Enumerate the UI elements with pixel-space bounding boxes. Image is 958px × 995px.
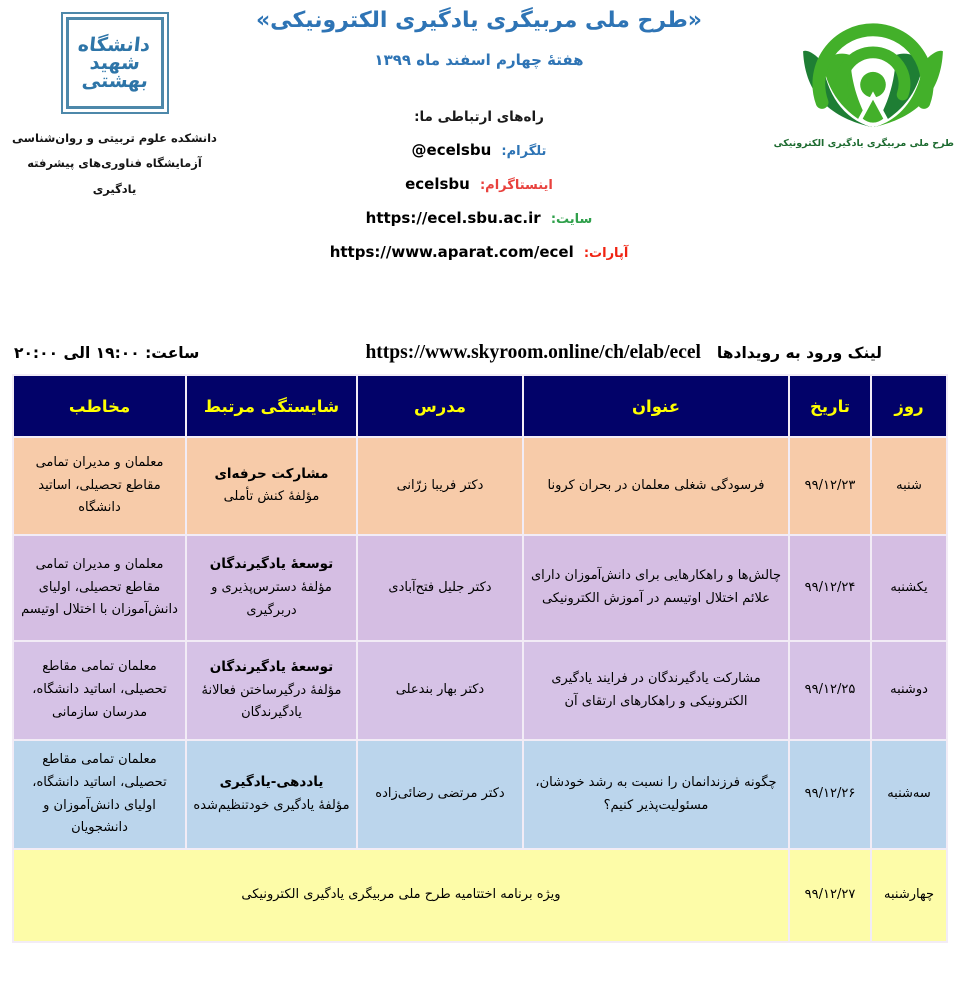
contact-item-aparat (215, 242, 743, 264)
website-label: سایت: (550, 212, 593, 227)
day-cell: چهارشنبه (871, 849, 947, 942)
day-cell: شنبه (871, 437, 947, 535)
header-section (0, 0, 958, 336)
competency-name: یاددهی-یادگیری (219, 774, 324, 791)
university-logo-calligraphy (66, 17, 164, 109)
contact-section (215, 109, 743, 264)
events-link-row (14, 342, 944, 364)
university-logo (61, 12, 169, 114)
day-cell: دوشنبه (871, 641, 947, 740)
lab-name: آزمایشگاه فناوری‌های پیشرفته یادگیری (27, 156, 202, 196)
date-cell: ۹۹/۱۲/۲۶ (789, 740, 871, 849)
website-url[interactable]: https://ecel.sbu.ac.ir (365, 209, 541, 227)
telegram-handle[interactable]: @ecelsbu (411, 141, 492, 159)
telegram-label: تلگرام: (501, 144, 547, 159)
contact-item-instagram (215, 174, 743, 196)
events-link-url[interactable]: https://www.skyroom.online/ch/elab/ecel (365, 342, 701, 363)
col-header-day: روز (871, 375, 947, 437)
table-row (13, 740, 947, 849)
logo-word-1: دانشگاه (77, 33, 152, 56)
competency-cell (186, 740, 357, 849)
instructor-cell: دکتر بهار بندعلی (357, 641, 523, 740)
date-cell: ۹۹/۱۲/۲۵ (789, 641, 871, 740)
date-cell: ۹۹/۱۲/۲۳ (789, 437, 871, 535)
competency-cell (186, 641, 357, 740)
contact-item-website (215, 208, 743, 230)
title-cell: فرسودگی شغلی معلمان در بحران کرونا (523, 437, 789, 535)
aparat-url[interactable]: https://www.aparat.com/ecel (329, 243, 574, 261)
table-header-row (13, 375, 947, 437)
competency-component: مؤلفهٔ درگیرساختن فعالانهٔ یادگیرندگان (201, 682, 342, 721)
instructor-cell: دکتر جلیل فتح‌آبادی (357, 535, 523, 641)
day-cell: سه‌شنبه (871, 740, 947, 849)
title-cell: چالش‌ها و راهکارهایی برای دانش‌آموزان دارای علائم اختلال اوتیسم در آموزش الکترونیکی (523, 535, 789, 641)
table-row (13, 437, 947, 535)
col-header-audience: مخاطب (13, 375, 186, 437)
session-time: ساعت: ۱۹:۰۰ الی ۲۰:۰۰ (14, 344, 200, 362)
day-cell: یکشنبه (871, 535, 947, 641)
program-logo-icon (797, 2, 949, 132)
col-header-competency: شایستگی مرتبط (186, 375, 357, 437)
contact-item-telegram (215, 140, 743, 162)
competency-component: مؤلفهٔ کنش تأملی (223, 489, 320, 505)
faculty-name: دانشکده علوم تربیتی و روان‌شناسی (12, 131, 217, 145)
instagram-handle[interactable]: ecelsbu (405, 175, 470, 193)
date-cell: ۹۹/۱۲/۲۷ (789, 849, 871, 942)
schedule-table (12, 374, 948, 943)
university-block (12, 8, 217, 202)
table-row-final (13, 849, 947, 942)
title-cell: مشارکت یادگیرندگان در فرایند یادگیری الکترونیکی و راهکارهای ارتقای آن (523, 641, 789, 740)
table-row (13, 641, 947, 740)
competency-component: مؤلفهٔ دسترس‌پذیری و دربرگیری (211, 580, 332, 618)
closing-ceremony-cell: ویژه برنامه اختتامیه طرح ملی مربیگری یادگیری الکترونیکی (13, 849, 789, 942)
events-link-label: لینک ورود به رویدادها (716, 344, 882, 362)
page-subtitle: هفتهٔ چهارم اسفند ماه ۱۳۹۹ (374, 51, 584, 69)
logo-word-3: بهشتی (80, 70, 149, 93)
col-header-date: تاریخ (789, 375, 871, 437)
col-header-title: عنوان (523, 375, 789, 437)
competency-name: توسعهٔ یادگیرندگان (209, 658, 334, 675)
date-cell: ۹۹/۱۲/۲۴ (789, 535, 871, 641)
page-title: «طرح ملی مربیگری یادگیری الکترونیکی» (255, 8, 703, 33)
instagram-label: اینستاگرام: (479, 178, 553, 193)
title-cell: چگونه فرزندانمان را نسبت به رشد خودشان، مسئولیت‌پذیر کنیم؟ (523, 740, 789, 849)
contact-heading: راه‌های ارتباطی ما: (414, 109, 544, 125)
aparat-label: آپارات: (583, 246, 629, 261)
competency-name: توسعهٔ یادگیرندگان (209, 556, 334, 573)
program-logo-block (773, 2, 954, 149)
competency-component: مؤلفهٔ یادگیری خودتنظیم‌شده (193, 797, 350, 813)
competency-cell (186, 535, 357, 641)
audience-cell: معلمان تمامی مقاطع تحصیلی، اساتید دانشگاه، اولیای دانش‌آموزان و دانشجویان (13, 740, 186, 849)
instructor-cell: دکتر فریبا زرّانی (357, 437, 523, 535)
audience-cell: معلمان تمامی مقاطع تحصیلی، اساتید دانشگاه، مدرسان سازمانی (13, 641, 186, 740)
competency-cell (186, 437, 357, 535)
col-header-instructor: مدرس (357, 375, 523, 437)
title-block (215, 8, 743, 276)
table-row (13, 535, 947, 641)
logo-word-2: شهید (88, 51, 141, 74)
competency-name: مشارکت حرفه‌ای (214, 465, 329, 482)
audience-cell: معلمان و مدیران تمامی مقاطع تحصیلی، اساتید دانشگاه (13, 437, 186, 535)
program-logo-caption: طرح ملی مربیگری یادگیری الکترونیکی (773, 138, 954, 149)
instructor-cell: دکتر مرتضی رضائی‌زاده (357, 740, 523, 849)
audience-cell: معلمان و مدیران تمامی مقاطع تحصیلی، اولیای دانش‌آموزان با اختلال اوتیسم (13, 535, 186, 641)
